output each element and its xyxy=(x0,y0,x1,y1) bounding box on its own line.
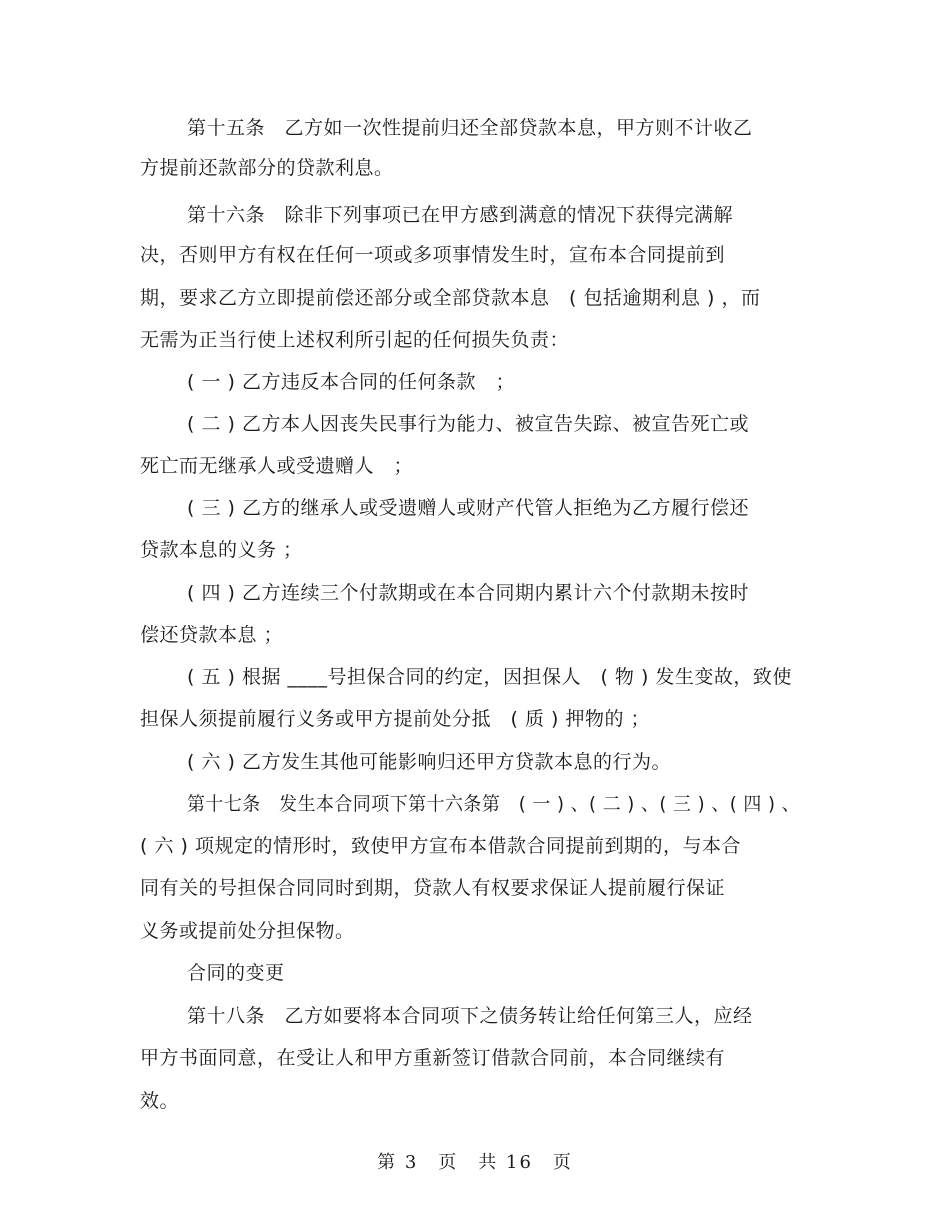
text-line-19: 同有关的号担保合同同时到期，贷款人有权要求保证人提前履行保证 xyxy=(140,877,726,899)
text-line-18: ( 六 ) 项规定的情形时，致使甲方宣布本借款合同提前到期的，与本合 xyxy=(140,835,741,857)
page-number-footer: 第 3 页 共 16 页 xyxy=(377,1152,573,1173)
text-line-12: ( 四 ) 乙方连续三个付款期或在本合同期内累计六个付款期未按时 xyxy=(187,582,749,604)
text-line-7: ( 一 ) 乙方违反本合同的任何条款 ； xyxy=(187,371,515,393)
text-line-16: ( 六 ) 乙方发生其他可能影响归还甲方贷款本息的行为。 xyxy=(187,751,671,773)
text-line-1: 第十五条 乙方如一次性提前归还全部贷款本息，甲方则不计收乙 xyxy=(187,117,753,139)
text-line-15: 担保人须提前履行义务或甲方提前处分抵 ( 质 ) 押物的 ； xyxy=(140,708,650,730)
text-line-6: 无需为正当行使上述权利所引起的任何损失负责： xyxy=(140,329,570,351)
text-line-14: ( 五 ) 根据 ____号担保合同的约定，因担保人 ( 物 ) 发生变故，致使 xyxy=(187,666,792,688)
text-line-20: 义务或提前处分担保物。 xyxy=(140,920,355,942)
text-line-3: 第十六条 除非下列事项已在甲方感到满意的情况下获得完满解 xyxy=(187,204,734,226)
text-line-17: 第十七条 发生本合同项下第十六条第 ( 一 ) 、( 二 ) 、( 三 ) 、( 四 ) 、 xyxy=(187,793,801,815)
text-line-4: 决，否则甲方有权在任何一项或多项事情发生时，宣布本合同提前到 xyxy=(140,244,726,266)
section-heading: 合同的变更 xyxy=(187,962,285,984)
text-line-2: 方提前还款部分的贷款利息。 xyxy=(140,157,394,179)
text-line-22: 第十八条 乙方如要将本合同项下之债务转让给任何第三人，应经 xyxy=(187,1005,753,1027)
text-line-5: 期，要求乙方立即提前偿还部分或全部贷款本息 ( 包括逾期利息 ) ，而 xyxy=(140,287,761,309)
text-line-11: 贷款本息的义务 ； xyxy=(140,539,303,561)
text-line-8: ( 二 ) 乙方本人因丧失民事行为能力、被宣告失踪、被宣告死亡或 xyxy=(187,413,749,435)
text-line-24: 效。 xyxy=(140,1090,180,1112)
text-line-10: ( 三 ) 乙方的继承人或受遗赠人或财产代管人拒绝为乙方履行偿还 xyxy=(187,497,749,519)
text-line-9: 死亡而无继承人或受遗赠人 ； xyxy=(140,455,414,477)
text-line-23: 甲方书面同意，在受让人和甲方重新签订借款合同前，本合同继续有 xyxy=(140,1047,726,1069)
text-line-13: 偿还贷款本息 ； xyxy=(140,624,284,646)
